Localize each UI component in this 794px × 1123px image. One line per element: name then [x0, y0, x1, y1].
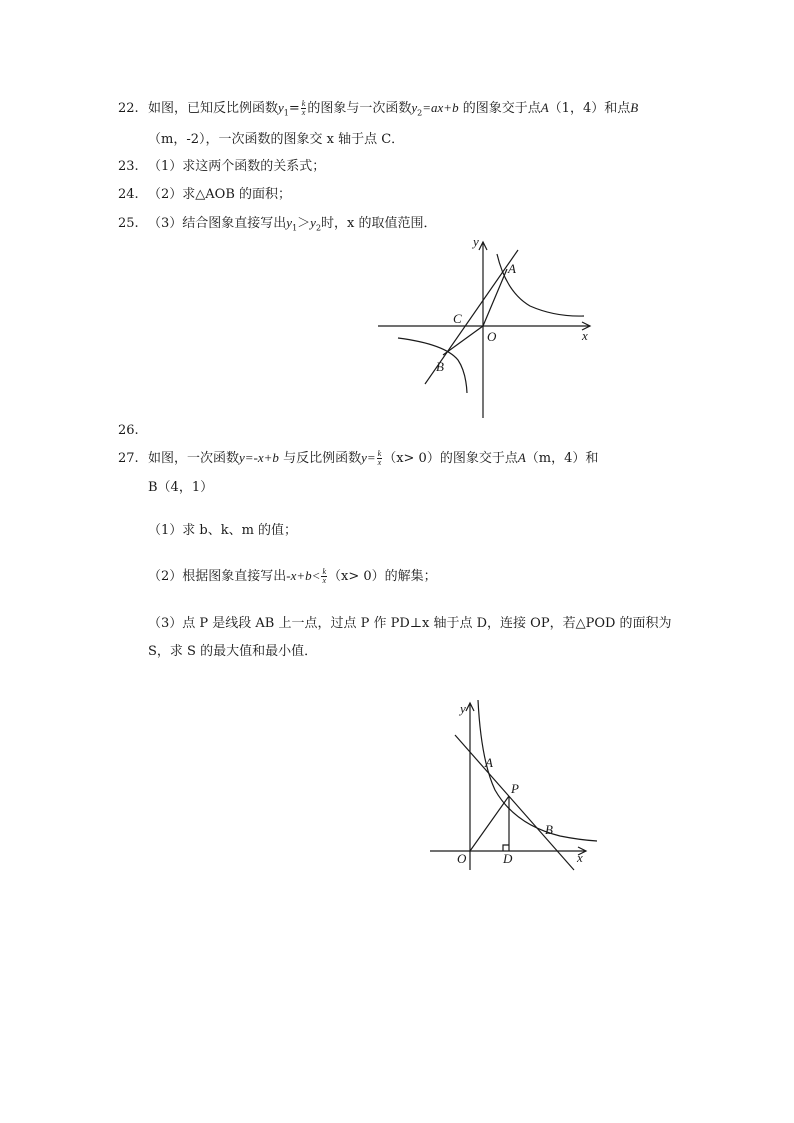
problem-number: 26.	[118, 423, 139, 438]
text: （m，4）和	[525, 451, 599, 466]
point-a: A	[517, 450, 526, 465]
item-24	[118, 186, 291, 204]
right-angle-mark	[503, 845, 509, 851]
point-a: A	[540, 100, 549, 115]
text: 与反比例函数	[278, 451, 362, 466]
problem-22-line2: （m，-2），一次函数的图象交 x 轴于点 C．	[148, 132, 405, 147]
var: y	[310, 215, 316, 230]
label-b: B	[436, 359, 444, 374]
label-x: x	[582, 328, 588, 343]
item-25	[118, 214, 437, 238]
frac-top: k	[377, 449, 382, 458]
problem-22-line1	[118, 99, 638, 123]
sub: 2	[315, 223, 322, 233]
segment-ob	[443, 326, 483, 355]
text: （1）求这两个函数的关系式；	[148, 159, 326, 174]
text: （1，4）和点	[548, 101, 631, 116]
segment-op	[470, 796, 509, 851]
line-through-ab	[425, 250, 518, 384]
label-x: x	[577, 850, 583, 865]
problem-number: 27.	[118, 451, 139, 466]
line-ab	[455, 735, 574, 870]
problem-number: 23.	[118, 159, 139, 174]
problem-number: 25.	[118, 216, 139, 231]
label-p: P	[511, 781, 519, 796]
var: y	[286, 215, 293, 230]
label-a: A	[508, 261, 516, 276]
problem-27-q1: （1）求 b、k、m 的值；	[148, 523, 298, 538]
item-26	[118, 422, 148, 440]
label-b: B	[545, 822, 553, 837]
fraction-k-over-x	[301, 100, 307, 117]
problem-27-q2	[148, 567, 437, 586]
text: 时，x 的取值范围．	[321, 216, 437, 231]
text: 的图象与一次函数	[307, 101, 412, 116]
expr: -x+b<	[286, 568, 321, 583]
eq: =	[288, 101, 300, 116]
text: （2）根据图象直接写出	[148, 569, 287, 584]
label-y: y	[460, 701, 466, 716]
expr: =ax+b	[422, 100, 459, 115]
x-arrow	[578, 847, 586, 855]
problem-number: 22.	[118, 101, 139, 116]
fraction-k-over-x	[321, 568, 327, 585]
problem-27-line2: B（4，1）	[148, 480, 214, 495]
problem-27-q3-line1: （3）点 P 是线段 AB 上一点，过点 P 作 PD⊥x 轴于点 D，连接 OP，若△POD 的面积为	[148, 616, 672, 631]
label-c: C	[453, 311, 462, 326]
label-o: O	[487, 329, 497, 344]
label-d: D	[503, 851, 513, 866]
text: （2）求△AOB 的面积；	[148, 187, 292, 202]
problem-number: 24.	[118, 187, 139, 202]
text: 如图，一次函数	[148, 451, 240, 466]
text: 的图象交于点	[458, 101, 541, 116]
problem-27-q3-line2: S，求 S 的最大值和最小值．	[148, 644, 318, 659]
fraction-k-over-x	[377, 450, 383, 467]
text: （x> 0）的图象交于点	[383, 451, 518, 466]
sub: 2	[417, 108, 423, 118]
hyperbola-branch-2	[398, 338, 467, 393]
var-y2: y	[411, 100, 418, 115]
expr: y=	[361, 450, 376, 465]
text: （x> 0）的解集；	[328, 569, 437, 584]
segment-oa	[483, 269, 507, 326]
point-b: B	[630, 100, 639, 115]
frac-top: k	[301, 99, 306, 108]
frac-bot: x	[301, 108, 306, 117]
y-arrow	[479, 242, 487, 250]
sub: 1	[292, 223, 298, 233]
var-y1: y	[278, 100, 284, 115]
label-y: y	[473, 234, 479, 249]
label-a: A	[485, 755, 493, 770]
text: （3）结合图象直接写出	[148, 216, 287, 231]
item-23	[118, 158, 325, 176]
expr: y=-x+b	[239, 450, 279, 465]
y-arrow	[466, 703, 474, 711]
hyperbola-branch-1	[497, 254, 584, 316]
text: 如图，已知反比例函数	[148, 101, 279, 116]
gt: ＞	[297, 216, 311, 231]
hyperbola	[478, 700, 597, 841]
frac-bot: x	[322, 576, 326, 585]
sub: 1	[283, 108, 289, 118]
problem-27-line1	[118, 449, 598, 468]
frac-bot: x	[377, 458, 382, 467]
frac-top: k	[322, 567, 326, 576]
label-o: O	[457, 851, 467, 866]
x-arrow	[582, 322, 590, 330]
